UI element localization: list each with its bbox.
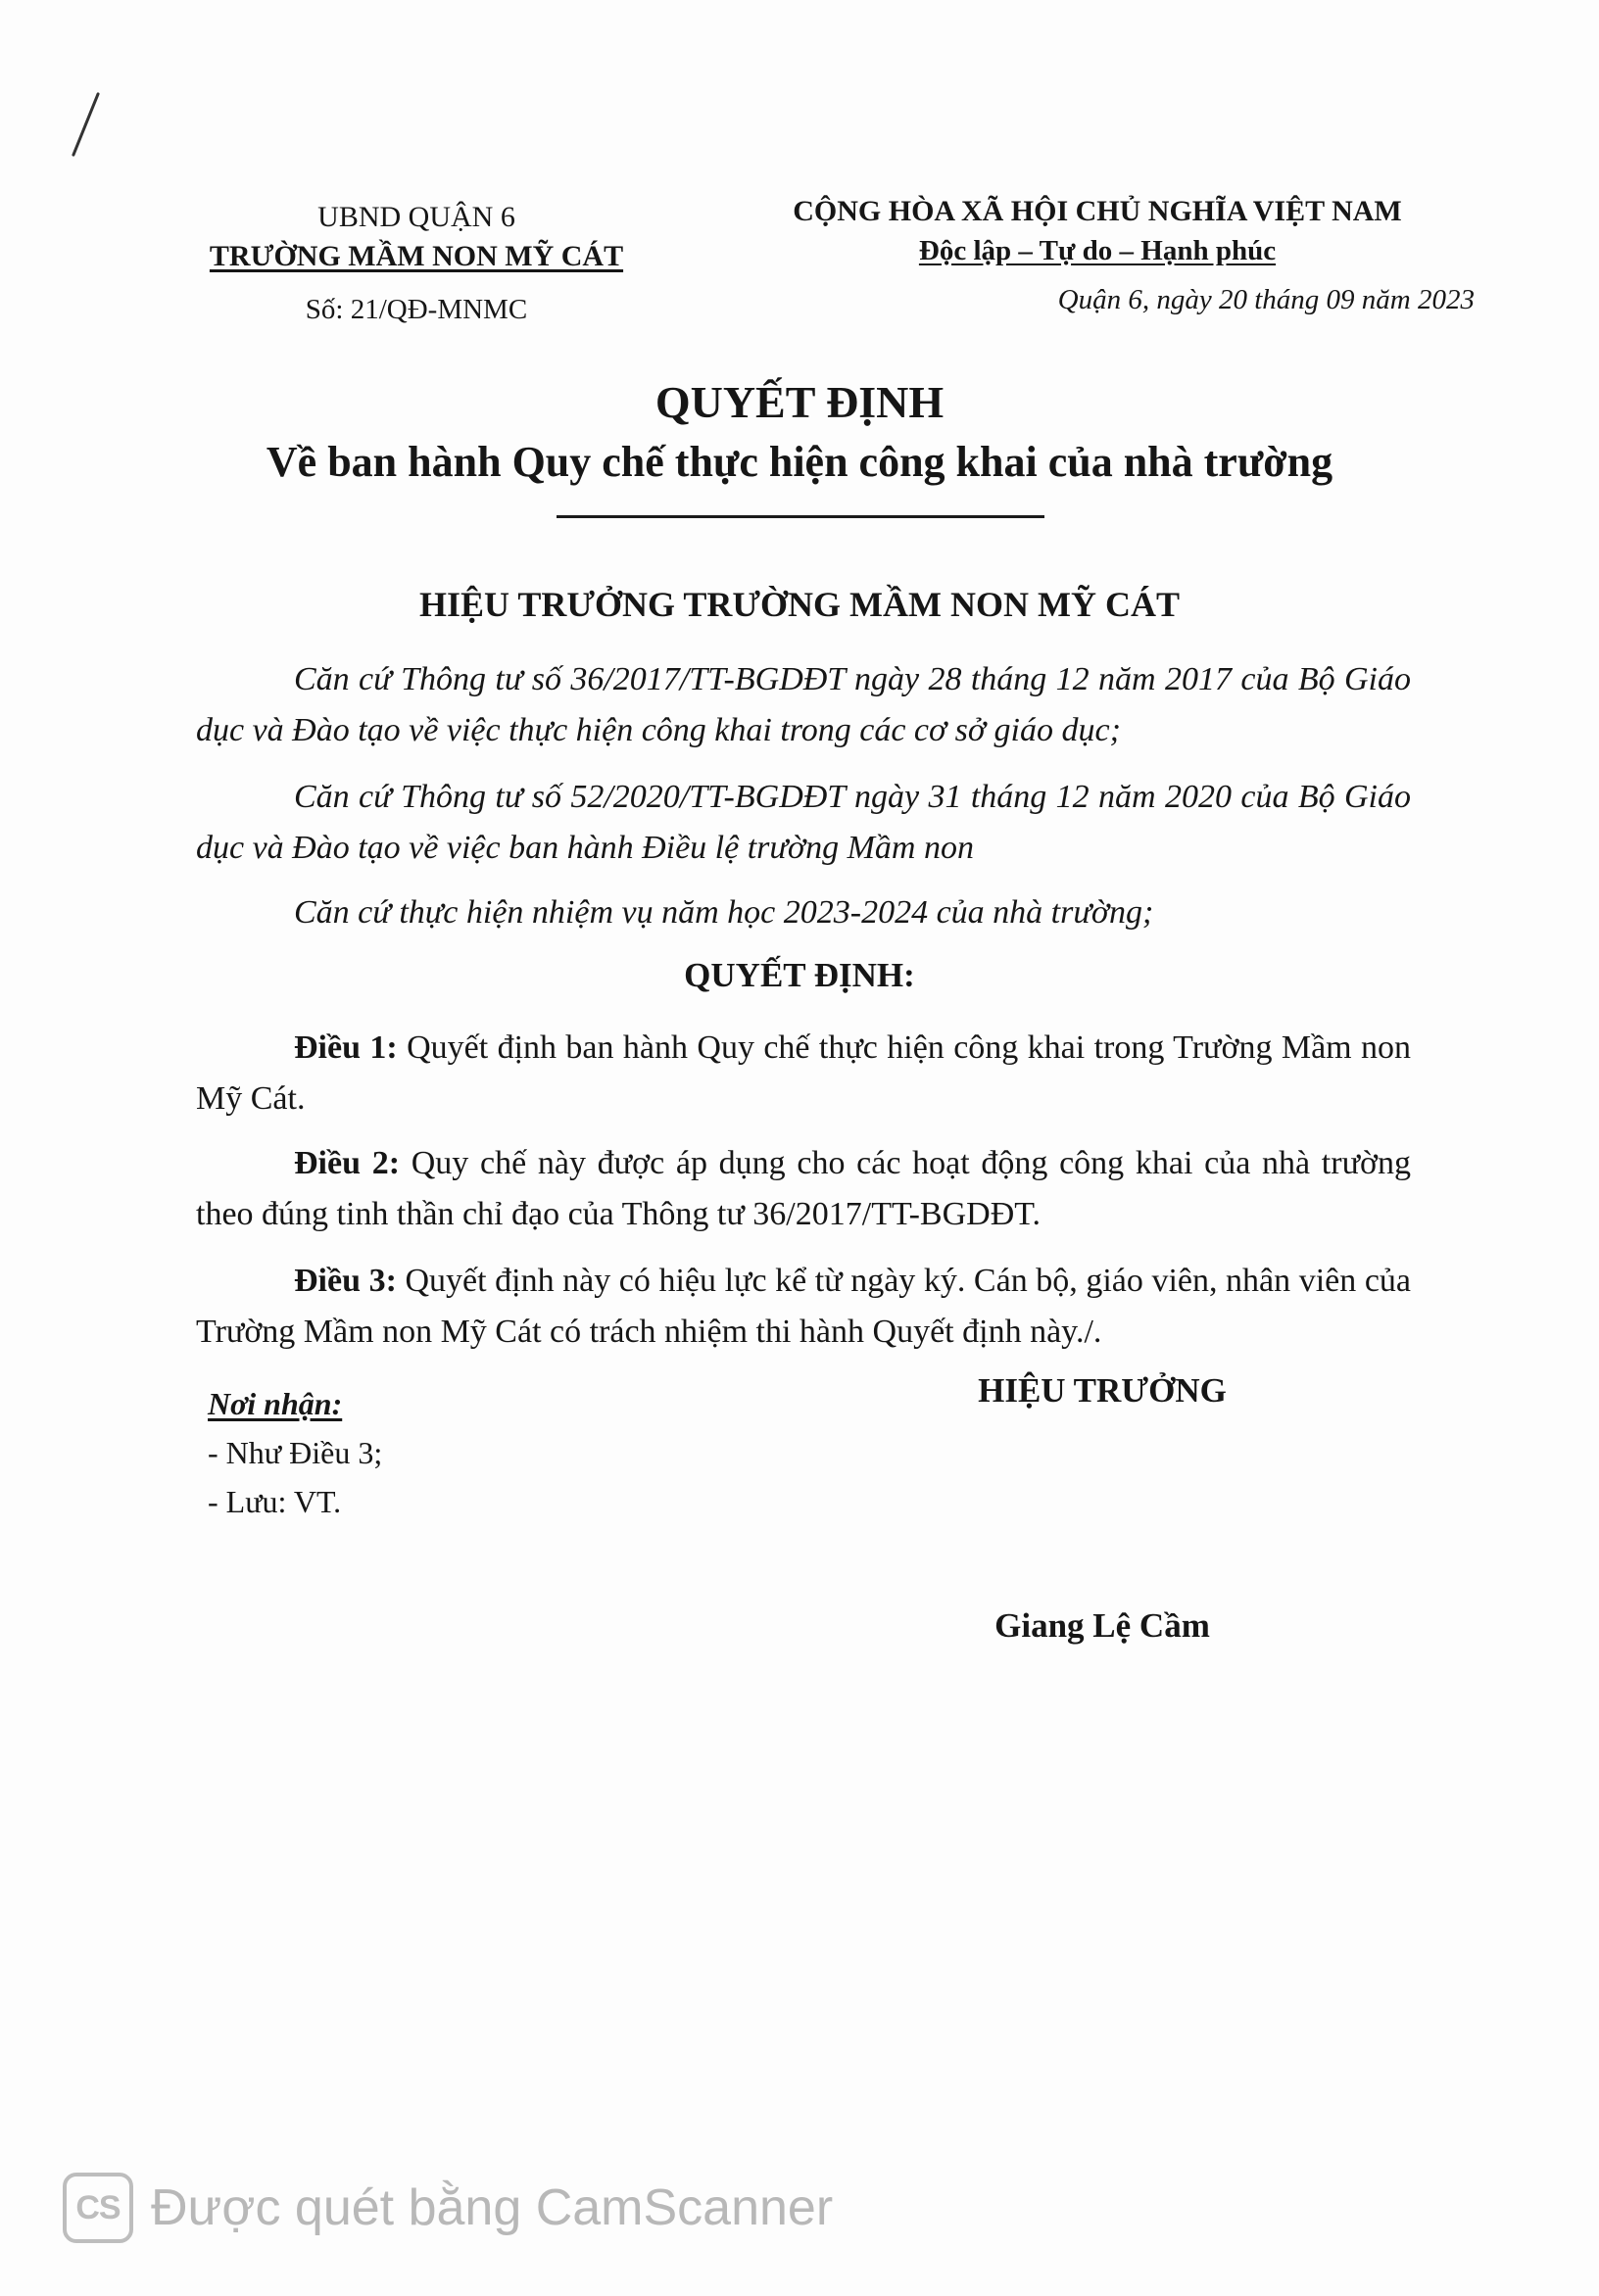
document-subject: Về ban hành Quy chế thực hiện công khai của nhà trường (266, 438, 1333, 486)
authority-heading: HIỆU TRƯỞNG TRƯỜNG MẦM NON MỸ CÁT (419, 585, 1180, 624)
country-name: CỘNG HÒA XÃ HỘI CHỦ NGHĨA VIỆT NAM (793, 195, 1402, 227)
camscanner-logo-icon: CS (63, 2173, 133, 2243)
article-3 (196, 1256, 1411, 1358)
document-title: QUYẾT ĐỊNH (654, 377, 945, 427)
legal-basis-2: Căn cứ Thông tư số 52/2020/TT-BGDĐT ngày 31 tháng 12 năm 2020 của Bộ Giáo dục và Đào tạo về việc ban hành Điều lệ trường Mầm non (196, 779, 1411, 866)
legal-basis-1: Căn cứ Thông tư số 36/2017/TT-BGDĐT ngày 28 tháng 12 năm 2017 của Bộ Giáo dục và Đào tạo về việc thực hiện công khai trong các cơ sở giáo dục; (196, 661, 1411, 748)
place-date: Quận 6, ngày 20 tháng 09 năm 2023 (1057, 284, 1475, 315)
legal-basis-3: Căn cứ thực hiện nhiệm vụ năm học 2023-2024 của nhà trường; (294, 894, 1154, 931)
school-name: TRƯỜNG MẦM NON MỸ CÁT (209, 240, 624, 272)
article-2-label: Điều 2: (294, 1145, 401, 1181)
recipients-title: Nơi nhận: (208, 1386, 343, 1421)
article-1-label: Điều 1: (294, 1029, 398, 1066)
article-1-text: Quyết định ban hành Quy chế thực hiện công khai trong Trường Mầm non Mỹ Cát. (196, 1029, 1411, 1117)
recipient-item: - Lưu: VT. (208, 1484, 342, 1519)
issuing-authority-block (196, 198, 637, 276)
article-2 (196, 1138, 1411, 1240)
recipients-block (208, 1379, 382, 1526)
national-heading-block (745, 192, 1450, 270)
signer-name: Giang Lệ Cầm (994, 1606, 1210, 1645)
pen-mark (72, 92, 100, 157)
national-motto: Độc lập – Tự do – Hạnh phúc (918, 235, 1277, 266)
recipient-item: - Như Điều 3; (208, 1435, 383, 1470)
district-committee: UBND QUẬN 6 (317, 201, 515, 233)
article-1 (196, 1023, 1411, 1124)
signer-title: HIỆU TRƯỞNG (978, 1371, 1227, 1410)
article-2-text: Quy chế này được áp dụng cho các hoạt động công khai của nhà trường theo đúng tinh thần chỉ đạo của Thông tư 36/2017/TT-BGDĐT. (196, 1145, 1411, 1232)
article-3-label: Điều 3: (294, 1263, 397, 1299)
watermark-text: Được quét bằng CamScanner (151, 2179, 834, 2236)
article-3-text: Quyết định này có hiệu lực kể từ ngày ký. Cán bộ, giáo viên, nhân viên của Trường Mầm non Mỹ Cát có trách nhiệm thi hành Quyết định này./. (196, 1263, 1412, 1350)
decision-heading: QUYẾT ĐỊNH: (684, 956, 915, 994)
title-divider (557, 515, 1044, 518)
document-number: Số: 21/QĐ-MNMC (305, 294, 528, 325)
scanner-watermark (63, 2173, 833, 2243)
